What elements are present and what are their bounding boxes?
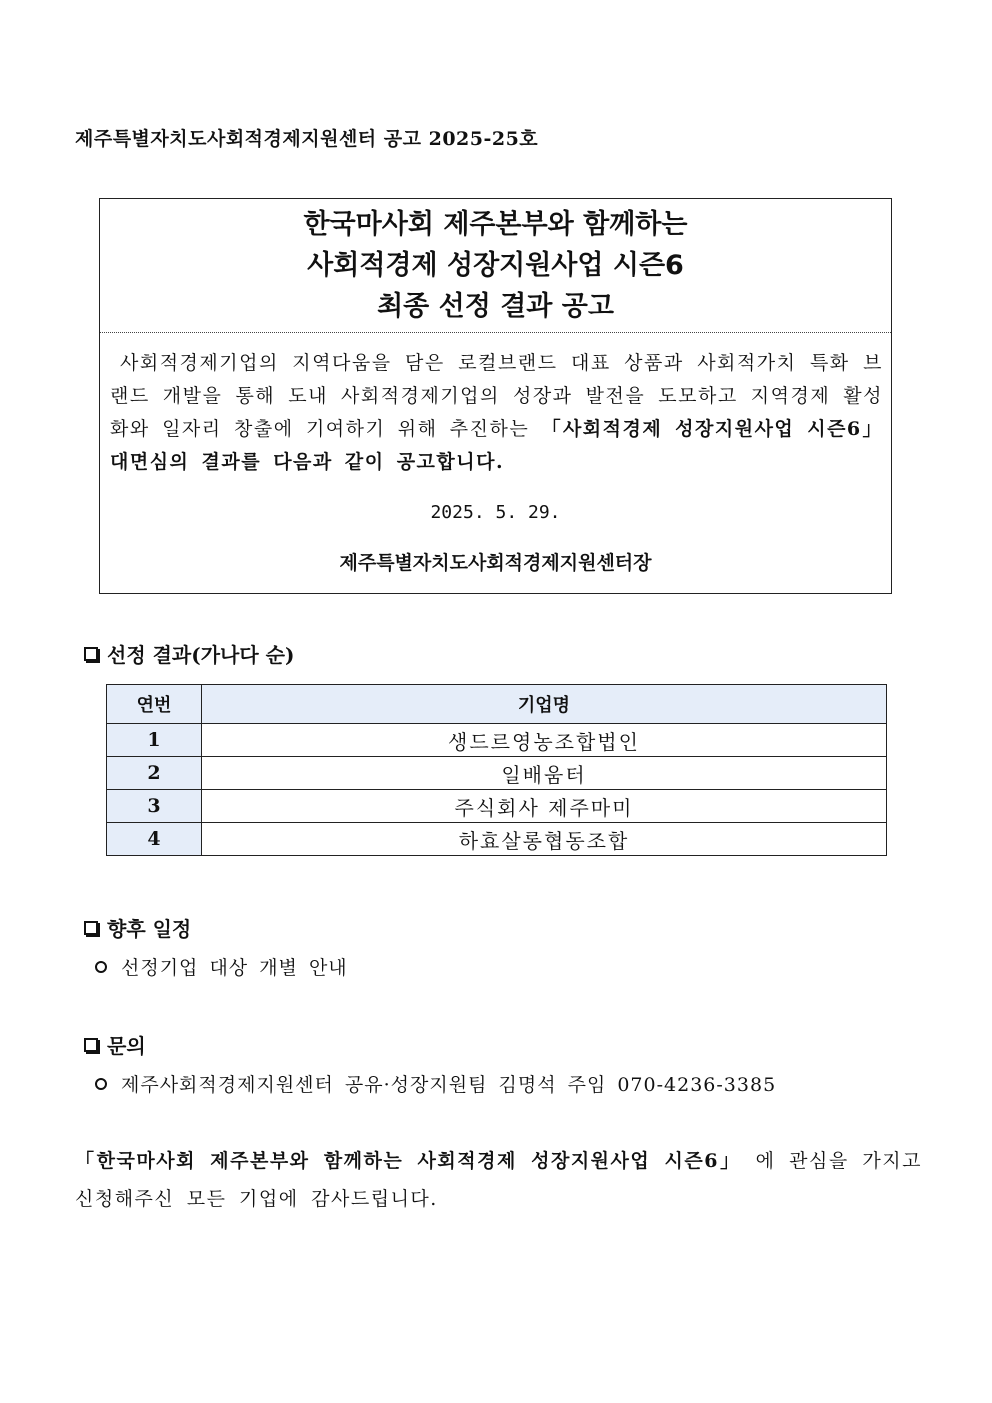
table-row — [107, 757, 887, 790]
intro-bold-text: 「사회적경제 성장지원사업 시즌6」 대면심의 결과를 다음과 같이 공고합니다. — [110, 418, 883, 473]
schedule-section-title — [84, 913, 191, 942]
signer: 제주특별자치도사회적경제지원센터장 — [339, 552, 652, 574]
row-number: 3 — [107, 790, 202, 823]
announcement-box — [99, 198, 892, 594]
title-line-2: 사회적경제 성장지원사업 시즌6 — [307, 250, 684, 281]
announcement-title — [100, 199, 891, 333]
results-table — [106, 684, 887, 856]
table-row — [107, 724, 887, 757]
announcement-date: 2025. 5. 29. — [430, 502, 561, 523]
results-title-text: 선정 결과(가나다 순) — [107, 643, 295, 667]
company-name: 생드르영농조합법인 — [202, 724, 887, 757]
square-bullet-icon — [84, 1038, 98, 1052]
column-header-company: 기업명 — [202, 685, 887, 724]
schedule-item-text: 선정기업 대상 개별 안내 — [121, 957, 348, 979]
company-name: 일배움터 — [202, 757, 887, 790]
circle-bullet-icon — [95, 1078, 107, 1090]
table-row — [107, 823, 887, 856]
circle-bullet-icon — [95, 961, 107, 973]
inquiry-item-text: 제주사회적경제지원센터 공유·성장지원팀 김명석 주임 070-4236-3385 — [121, 1074, 777, 1096]
table-header-row — [107, 685, 887, 724]
thanks-paragraph — [75, 1142, 922, 1218]
schedule-title-text: 향후 일정 — [107, 917, 192, 941]
thanks-text: 에 관심을 가지고 신청해주신 모든 기업에 감사드립니다. — [75, 1150, 922, 1210]
row-number: 2 — [107, 757, 202, 790]
column-header-no: 연번 — [107, 685, 202, 724]
square-bullet-icon — [84, 647, 98, 661]
thanks-bold-text: 「한국마사회 제주본부와 함께하는 사회적경제 성장지원사업 시즌6」 — [75, 1150, 742, 1172]
intro-paragraph — [110, 347, 883, 479]
inquiry-item — [95, 1070, 776, 1097]
inquiry-title-text: 문의 — [107, 1034, 146, 1058]
square-bullet-icon — [84, 921, 98, 935]
row-number: 4 — [107, 823, 202, 856]
company-name: 주식회사 제주마미 — [202, 790, 887, 823]
title-line-3: 최종 선정 결과 공고 — [377, 291, 614, 322]
table-row — [107, 790, 887, 823]
title-line-1: 한국마사회 제주본부와 함께하는 — [303, 209, 688, 240]
intro-text: 사회적경제기업의 지역다움을 담은 로컬브랜드 대표 상품과 사회적가치 특화 브랜드 개발을 통해 도내 사회적경제기업의 성장과 발전을 도모하고 지역경제 활성화와 일자리 창출에 기여하기 위해 추진하는 — [110, 352, 883, 440]
company-name: 하효살롱협동조합 — [202, 823, 887, 856]
inquiry-section-title — [84, 1030, 146, 1059]
results-section-title — [84, 639, 294, 668]
schedule-item — [95, 953, 348, 980]
notice-number: 제주특별자치도사회적경제지원센터 공고 2025-25호 — [75, 128, 539, 150]
row-number: 1 — [107, 724, 202, 757]
